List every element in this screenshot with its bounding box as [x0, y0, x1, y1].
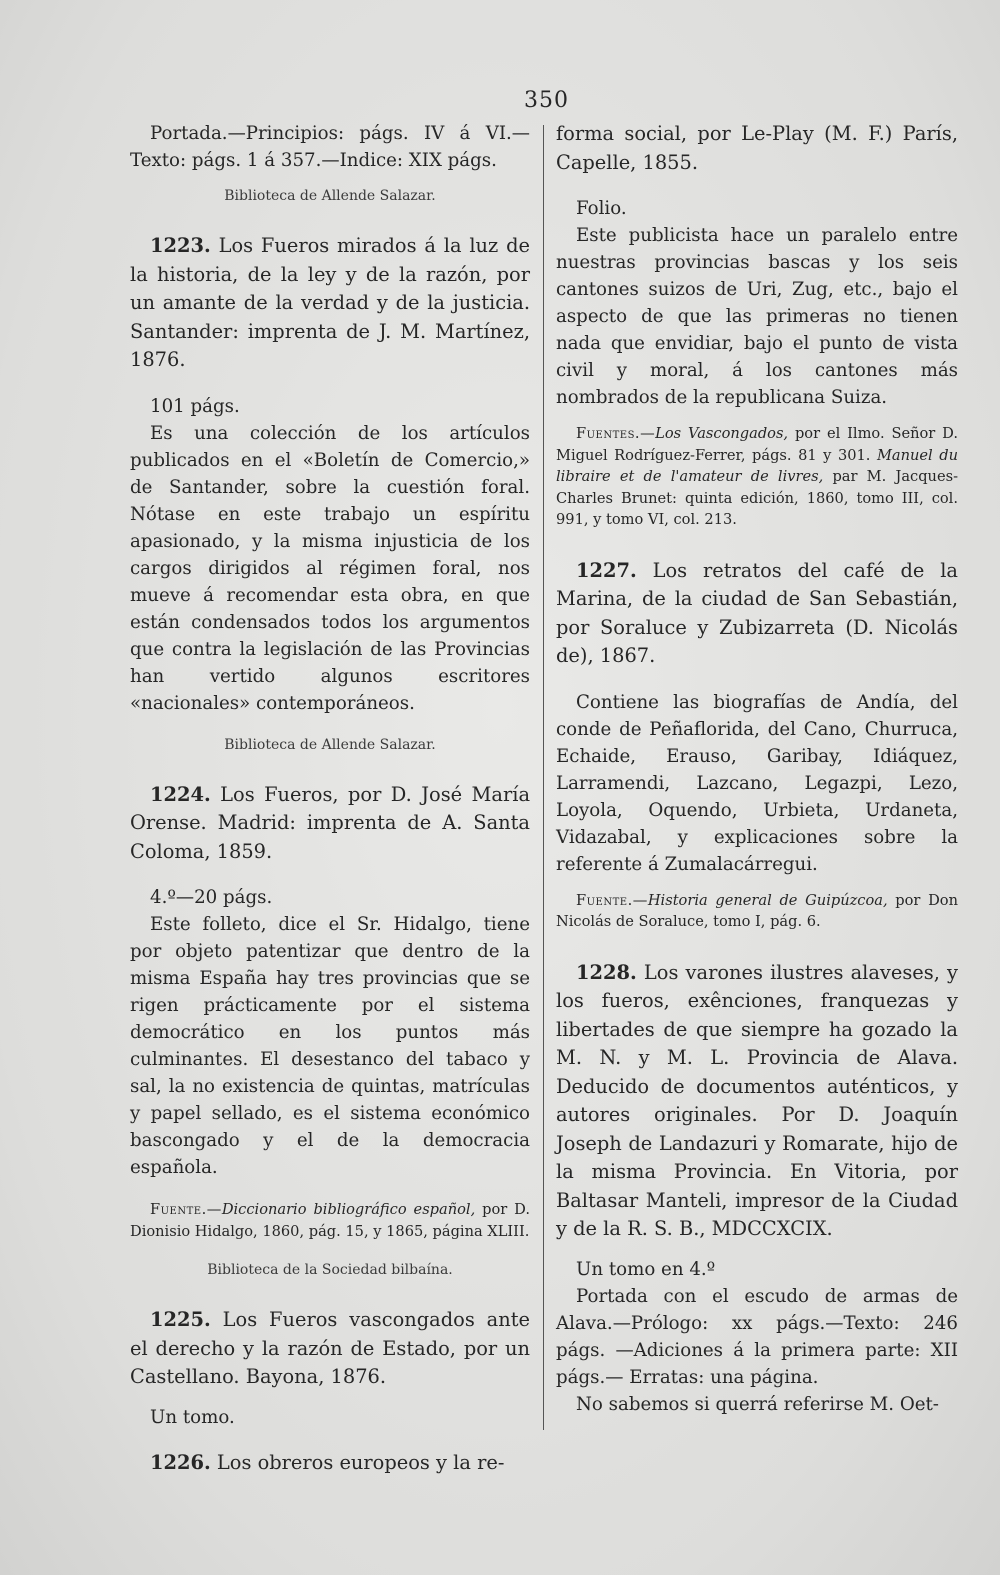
entry-description: Portada con el escudo de armas de Alava.—Prólogo: xx págs.—Texto: 246 págs. —Adiciones á la primera parte: XII págs.— Erratas: una página. — [556, 1285, 958, 1388]
source-title: Historia general de Guipúzcoa, — [647, 891, 888, 909]
entry-1226-continuation: forma social, por Le-Play (M. F.) París, Capelle, 1855. — [556, 122, 958, 174]
source-title: Diccionario bibliográfico español, — [221, 1201, 476, 1218]
library-note: Biblioteca de Allende Salazar. — [224, 736, 436, 753]
right-column — [556, 120, 958, 1418]
entry-extent: Un tomo. — [150, 1406, 235, 1428]
entry-title: Los Fueros, por D. José María Orense. Madrid: imprenta de A. Santa Coloma, 1859. — [130, 782, 530, 863]
entry-title: Los varones ilustres alaveses, y los fueros, exênciones, franquezas y libertades de que siempre ha gozado la M. N. y M. L. Provincia de Alava. Deducido de documentos auténticos, y autores originales. Por D. Joaquín Joseph de Landazuri y Romarate, hijo de la misma Provincia. En Vitoria, por Baltasar Manteli, impresor de la Ciudad y de la R. S. B., MDCCXCIX. — [556, 960, 958, 1240]
column-divider — [543, 125, 544, 1430]
entry-number: 1224. — [150, 782, 211, 806]
entry-1227 — [556, 557, 958, 671]
entry-number: 1223. — [150, 234, 211, 257]
source-citation — [556, 423, 958, 531]
page-number: 350 — [524, 88, 569, 113]
entry-extent: Un tomo en 4.º — [576, 1258, 716, 1280]
entry-title: Los retratos del café de la Marina, de la ciudad de San Sebastián, por Soraluce y Zubizarreta (D. Nicolás de), 1867. — [556, 558, 958, 667]
entry-1225 — [130, 1306, 530, 1392]
entry-number: 1227. — [576, 558, 637, 582]
entry-title: Los Fueros vascongados ante el derecho y la razón de Estado, por un Castellano. Bayona, 1876. — [130, 1308, 530, 1388]
entry-extent: 4.º—20 págs. — [150, 887, 273, 908]
entry-number: 1225. — [150, 1308, 211, 1331]
entry-title: Los Fueros mirados á la luz de la historia, de la ley y de la razón, por un amante de la verdad y de la justicia. Santander: imprenta de J. M. Martínez, 1876. — [130, 234, 530, 371]
source-lead: Fuente.— — [150, 1201, 222, 1218]
entry-1222-description: Portada.—Principios: págs. IV á VI.— Texto: págs. 1 á 357.—Indice: XIX págs. — [130, 123, 530, 171]
entry-description: Es una colección de los artículos publicados en el «Boletín de Comercio,» de Santander, sobre la cuestión foral. Nótase en este trabajo un espíritu apasionado, y la misma injusticia de los cargos dirigidos al régimen foral, nos mueve á recomendar esta obra, en que están condensados todos los argumentos que contra la legislación de las Provincias han vertido algunos escritores «nacionales» contemporáneos. — [130, 422, 530, 714]
entry-extent: Folio. — [576, 198, 627, 219]
entry-description: Este publicista hace un paralelo entre nuestras provincias bascas y los seis cantones suizos de Uri, Zug, etc., bajo el aspecto de que las primeras no tienen nada que envidiar, bajo el punto de vista civil y moral, á los cantones más nombrados de la republicana Suiza. — [556, 225, 958, 408]
source-lead: Fuentes.— — [576, 425, 656, 442]
source-detail: por Don Nicolás de Soraluce, tomo I, pág. 6. — [556, 891, 958, 930]
source-citation — [556, 890, 958, 933]
source-lead: Fuente.— — [576, 891, 648, 909]
source-title: Los Vascongados, — [655, 425, 789, 442]
source-citation — [130, 1199, 530, 1242]
entry-1223 — [130, 232, 530, 375]
entry-1228 — [556, 959, 958, 1244]
entry-note: No sabemos si querrá referirse M. Oet- — [576, 1393, 939, 1415]
entry-1226 — [130, 1449, 530, 1478]
entry-title: Los obreros europeos y la re- — [210, 1450, 505, 1474]
entry-description: Este folleto, dice el Sr. Hidalgo, tiene por objeto patentizar que dentro de la misma España hay tres provincias que se rigen prácticamente por el sistema democrático en los puntos más culminantes. El desestanco del tabaco y sal, la no existencia de quintas, matrículas y papel sellado, es el sistema económico bascongado y el de la democracia española. — [130, 914, 530, 1178]
entry-extent: 101 págs. — [150, 395, 240, 417]
library-note: Biblioteca de la Sociedad bilbaína. — [207, 1262, 453, 1278]
source-title: Manuel du libraire et de l'amateur de livres, — [556, 446, 958, 485]
entry-number: 1228. — [576, 960, 637, 984]
source-detail: por el Ilmo. Señor D. Miguel Rodríguez-Ferrer, págs. 81 y 301. — [556, 425, 958, 464]
entry-number: 1226. — [150, 1450, 211, 1474]
library-note: Biblioteca de Allende Salazar. — [224, 188, 436, 204]
source-detail: par M. Jacques-Charles Brunet: quinta edición, 1860, tomo III, col. 991, y tomo VI, col. 213. — [556, 468, 958, 528]
entry-description: Contiene las biografías de Andía, del conde de Peñaflorida, del Cano, Churruca, Echaide, Erauso, Garibay, Idiáquez, Larramendi, Lazcano, Legazpi, Lezo, Loyola, Oquendo, Urbieta, Urdaneta, Vidazabal, y explicaciones sobre la referente á Zumalacárregui. — [556, 691, 958, 875]
entry-1224 — [130, 781, 530, 867]
source-detail: por D. Dionisio Hidalgo, 1860, pág. 15, y 1865, página XLIII. — [130, 1201, 530, 1240]
left-column — [130, 120, 530, 1477]
